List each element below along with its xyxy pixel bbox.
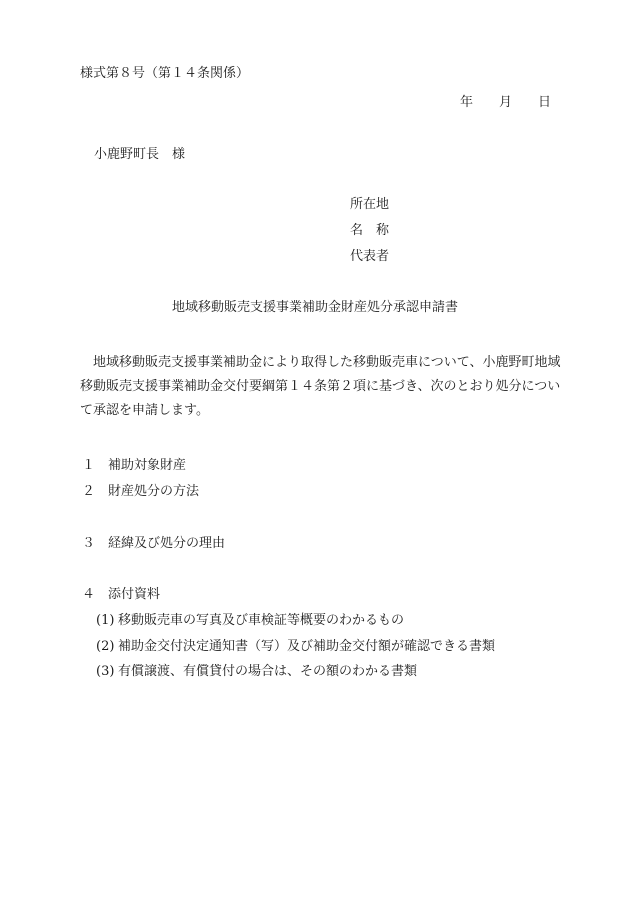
attachment-number: (3) [96, 664, 115, 679]
item-label: 財産処分の方法 [108, 484, 200, 499]
document-title: 地域移動販売支援事業補助金財産処分承認申請書 [171, 300, 458, 315]
item-label: 添付資料 [108, 587, 161, 602]
attachment-item [96, 613, 404, 629]
attachment-label: 移動販売車の写真及び車検証等概要のわかるもの [118, 613, 405, 628]
addressee: 小鹿野町長 様 [94, 147, 186, 162]
list-item [82, 458, 186, 474]
attachment-number: (2) [96, 639, 115, 654]
list-item [82, 536, 225, 552]
item-label: 補助対象財産 [108, 458, 187, 473]
representative-label: 代表者 [350, 249, 390, 264]
attachment-label: 有償譲渡、有償貸付の場合は、その額のわかる書類 [118, 664, 418, 679]
attachment-item [96, 639, 495, 655]
item-number: ２ [82, 484, 96, 499]
form-number: 様式第８号（第１４条関係） [80, 66, 250, 81]
body-paragraph: 地域移動販売支援事業補助金により取得した移動販売車について、小鹿野町地域移動販売支援事業補助金交付要綱第１４条第２項に基づき、次のとおり処分について承認を申請します。 [80, 355, 561, 418]
list-item [82, 484, 199, 500]
attachment-item [96, 664, 417, 680]
item-label: 経緯及び処分の理由 [108, 536, 226, 551]
item-number: ３ [82, 536, 96, 551]
attachment-number: (1) [96, 613, 115, 628]
attachment-label: 補助金交付決定通知書（写）及び補助金交付額が確認できる書類 [118, 639, 496, 654]
item-number: ４ [82, 587, 96, 602]
date-line: 年 月 日 [460, 95, 552, 110]
item-number: １ [82, 458, 96, 473]
list-item [82, 587, 160, 603]
address-label: 所在地 [350, 197, 390, 212]
name-label: 名 称 [350, 223, 390, 238]
